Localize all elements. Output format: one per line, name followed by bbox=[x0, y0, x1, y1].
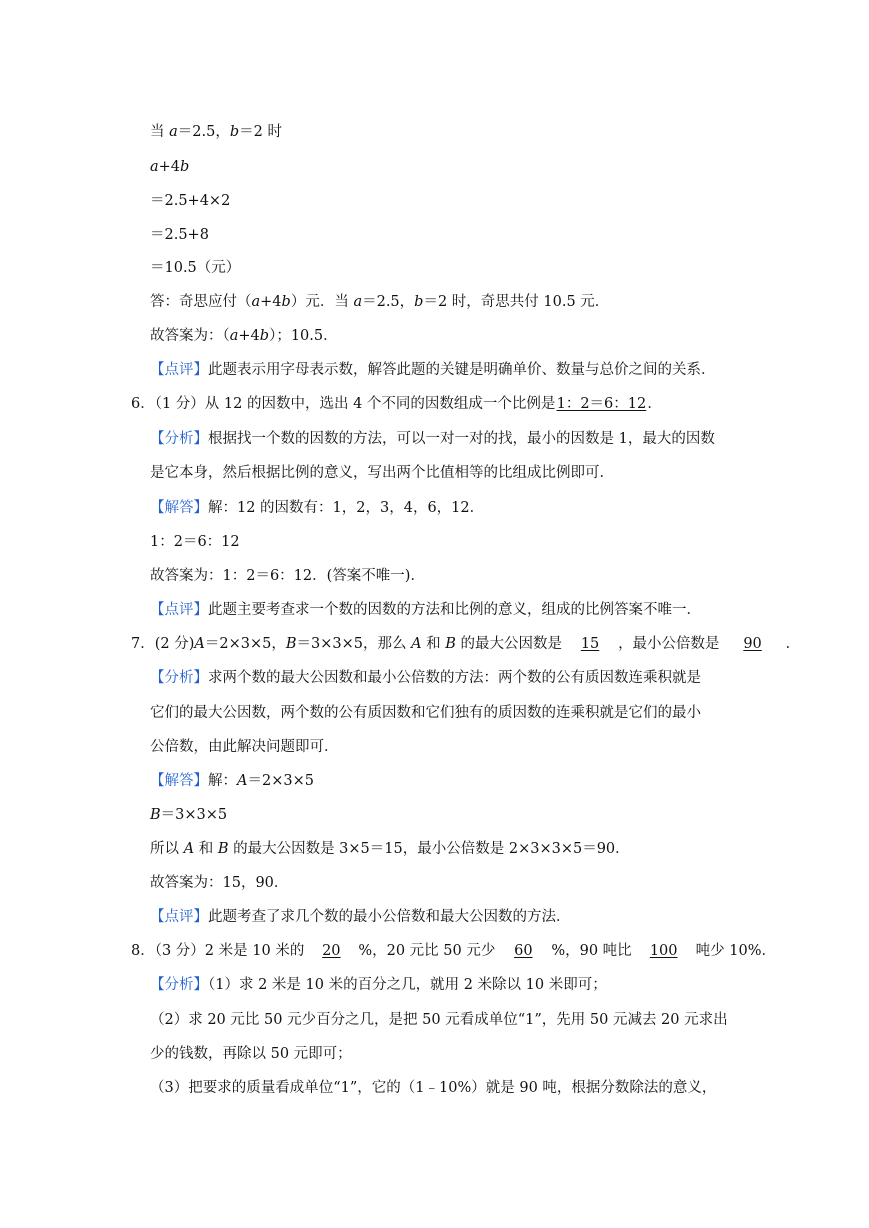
question-8: 8．（3 分）2 米是 10 米的 20 %，20 元比 50 元少 60 %，90 吨比 100 吨少 10%． bbox=[131, 943, 777, 959]
text-line: 所以 A 和 B 的最大公因数是 3×5＝15，最小公倍数是 2×3×3×5＝90． bbox=[150, 841, 630, 857]
comment-tag: 【点评】 bbox=[150, 909, 208, 925]
answer-line: 故答案为：（a+4b）；10.5． bbox=[150, 328, 338, 344]
comment-line: 【点评】此题主要考查求一个数的因数的方法和比例的意义，组成的比例答案不唯一． bbox=[150, 602, 701, 618]
text-line: B＝3×3×5 bbox=[150, 807, 228, 823]
text-line: （3）把要求的质量看成单位“1”，它的（1﹣10%）就是 90 吨，根据分数除法的意义， bbox=[150, 1080, 717, 1096]
analysis-line: 【分析】根据找一个数的因数的方法，可以一对一对的找，最小的因数是 1，最大的因数 bbox=[150, 431, 715, 447]
question-7: 7．(2 分)A＝2×3×5，B＝3×3×5，那么 A 和 B 的最大公因数是 15 ，最小公倍数是 90 ． bbox=[131, 636, 801, 652]
comment-tag: 【点评】 bbox=[150, 362, 208, 378]
text-line: 公倍数，由此解决问题即可． bbox=[150, 739, 339, 755]
answer-blank: 90 bbox=[743, 636, 762, 652]
solution-line: 【解答】解：12 的因数有：1，2，3，4，6，12． bbox=[150, 500, 485, 516]
text-line: ＝2.5+4×2 bbox=[150, 193, 231, 209]
answer-blank: 60 bbox=[514, 943, 533, 959]
comment-line: 【点评】此题考查了求几个数的最小公倍数和最大公因数的方法． bbox=[150, 909, 571, 925]
text-line: 少的钱数，再除以 50 元即可； bbox=[150, 1046, 352, 1062]
comment-tag: 【点评】 bbox=[150, 602, 208, 618]
solution-tag: 【解答】 bbox=[150, 773, 208, 789]
answer-blank: 100 bbox=[649, 943, 678, 959]
comment-line: 【点评】此题表示用字母表示数，解答此题的关键是明确单价、数量与总价之间的关系． bbox=[150, 362, 716, 378]
answer-blank: 20 bbox=[322, 943, 341, 959]
analysis-line: 【分析】求两个数的最大公因数和最小公倍数的方法：两个数的公有质因数连乘积就是 bbox=[150, 670, 701, 686]
solution-line: 【解答】解：A＝2×3×5 bbox=[150, 773, 314, 789]
text-line: 当 a＝2.5，b＝2 时 bbox=[150, 124, 282, 140]
answer-blank: 15 bbox=[580, 636, 600, 652]
answer-blank: 1：2＝6：12 bbox=[556, 396, 647, 412]
analysis-tag: 【分析】 bbox=[150, 431, 208, 447]
text-line: 它们的最大公因数，两个数的公有质因数和它们独有的质因数的连乘积就是它们的最小 bbox=[150, 705, 701, 721]
analysis-tag: 【分析】 bbox=[150, 977, 208, 993]
text-line: 1：2＝6：12 bbox=[150, 534, 240, 550]
text-line: ＝10.5（元） bbox=[150, 260, 241, 276]
answer-line: 答：奇思应付（a+4b）元．当 a＝2.5，b＝2 时，奇思共付 10.5 元． bbox=[150, 294, 610, 310]
analysis-line: 【分析】（1）求 2 米是 10 米的百分之几，就用 2 米除以 10 米即可； bbox=[150, 977, 607, 993]
analysis-tag: 【分析】 bbox=[150, 670, 208, 686]
text-line: 是它本身，然后根据比例的意义，写出两个比值相等的比组成比例即可． bbox=[150, 465, 614, 481]
text-line: （2）求 20 元比 50 元少百分之几，是把 50 元看成单位“1”，先用 50 元减去 20 元求出 bbox=[150, 1012, 728, 1028]
answer-line: 故答案为：1：2＝6：12．(答案不唯一)． bbox=[150, 568, 425, 584]
answer-line: 故答案为：15，90． bbox=[150, 875, 289, 891]
question-6: 6．（1 分）从 12 的因数中，选出 4 个不同的因数组成一个比例是1：2＝6：12． bbox=[131, 396, 662, 412]
text-line: a+4b bbox=[150, 159, 190, 175]
solution-tag: 【解答】 bbox=[150, 500, 208, 516]
text-line: ＝2.5+8 bbox=[150, 227, 209, 243]
